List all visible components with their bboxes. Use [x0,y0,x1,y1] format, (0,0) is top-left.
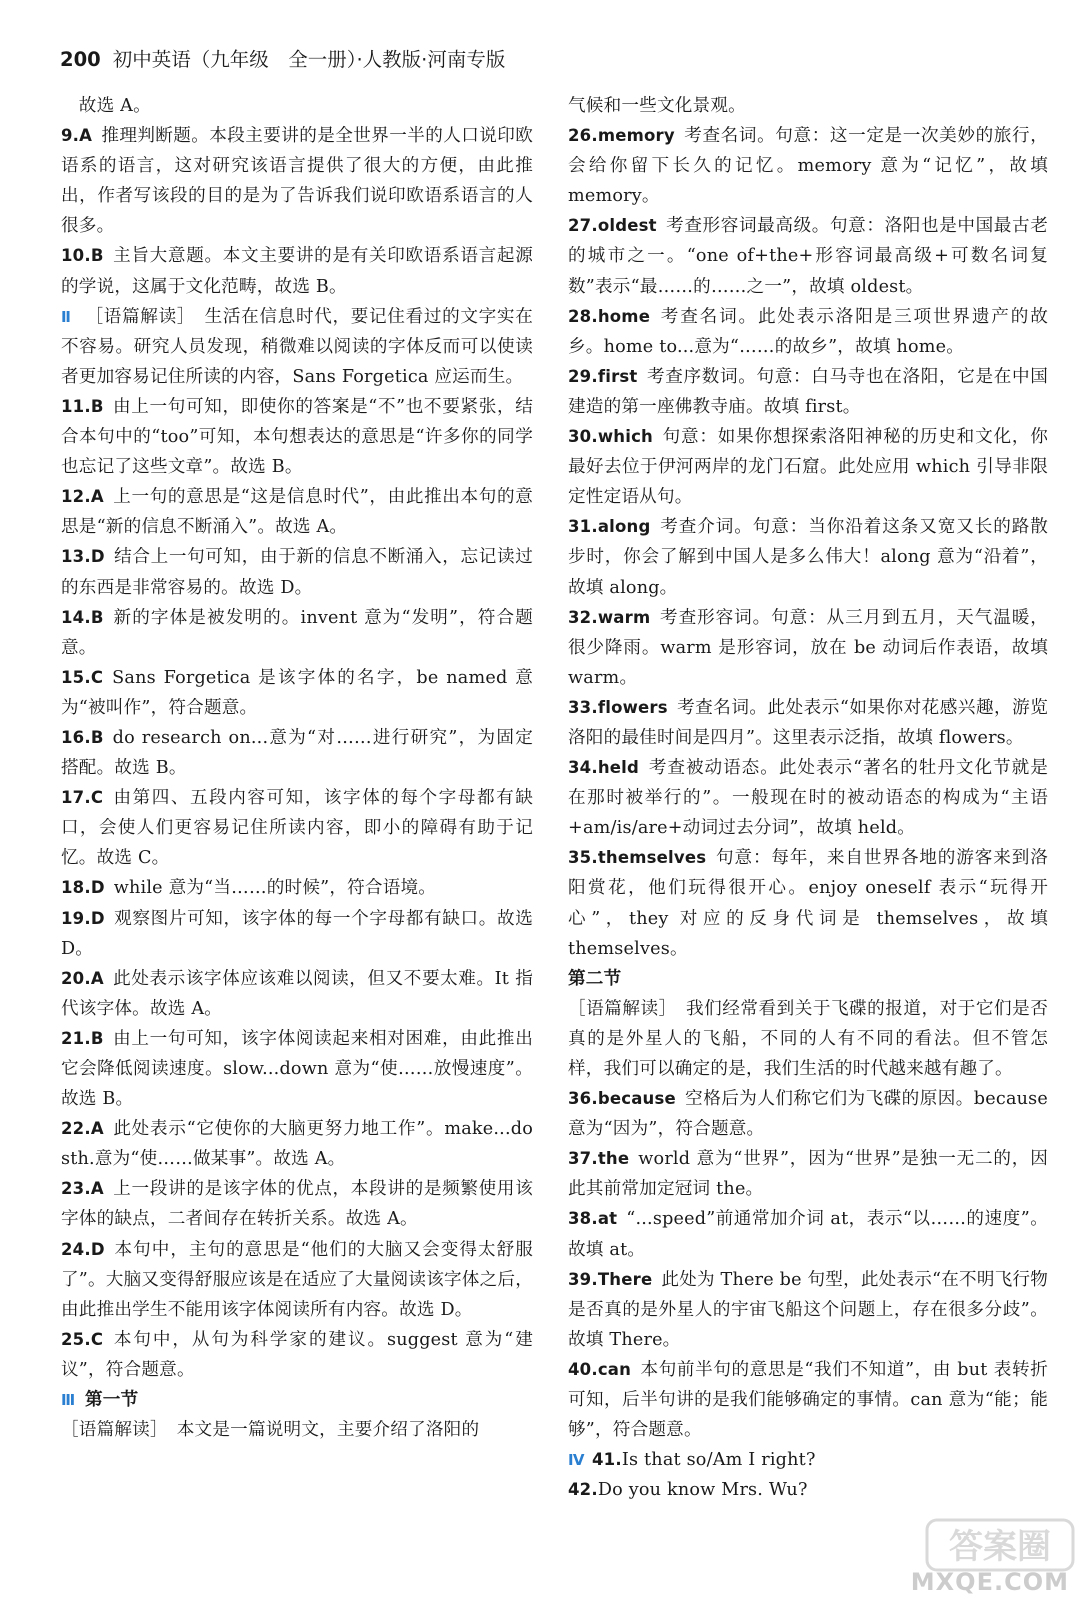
answer-item: 31.along 考查介词。句意：当你沿着这条又宽又长的路散步时，你会了解到中国人是多么伟大！along 意为“沿着”，故填 along。 [568,517,1048,598]
watermark [910,1518,1075,1596]
page-number: 200 [60,48,101,71]
section-reading-intro: ［语篇解读］ 本文是一篇说明文，主要介绍了洛阳的 [61,1420,480,1441]
answer-item: 15.C Sans Forgetica 是该字体的名字，be named 意为“被叫作”，符合题意。 [61,667,533,718]
answer-item: 26.memory 考查名词。句意：这一定是一次美妙的旅行，会给你留下长久的记忆。memory 意为“记忆”，故填 memory。 [568,126,1048,207]
text-continued: 故选 A。 [78,96,151,116]
answer-item: 38.at “...speed”前通常加介词 at，表示“以……的速度”。故填 at。 [568,1209,1048,1260]
answer-item: 16.B do research on...意为“对……进行研究”，为固定搭配。故选 B。 [61,727,533,779]
page-header [60,44,1020,76]
watermark-logo-icon [925,1518,1075,1572]
book-title: 初中英语（九年级 全一册）·人教版·河南专版 [112,48,506,71]
section-heading: Ⅲ 第一节 [61,1385,533,1415]
answer-item: 24.D 本句中，主句的意思是“他们的大脑又会变得太舒服了”。大脑又变得舒服应该是在适应了大量阅读该字体之后，由此推出学生不能用该字体阅读所有内容。故选 D。 [61,1239,533,1320]
answer-item: 40.can 本句前半句的意思是“我们不知道”，由 but 表转折可知，后半句讲的是我们能够确定的事情。can 意为“能；能够”，符合题意。 [568,1359,1048,1441]
answer-item: 34.held 考查被动语态。此处表示“著名的牡丹文化节就是在那时被举行的”。一般现在时的被动语态的构成为“主语+am/is/are+动词过去分词”，故填 held。 [568,758,1048,839]
answer-item: 33.flowers 考查名词。此处表示“如果你对花感兴趣，游览洛阳的最佳时间是四月”。这里表示泛指，故填 flowers。 [568,697,1048,748]
answer-item: 19.D 观察图片可知，该字体的每一个字母都有缺口。故选 D。 [61,908,533,959]
answer-item: 12.A 上一句的意思是“这是信息时代”，由此推出本句的意思是“新的信息不断涌入”。故选 A。 [61,487,533,538]
answer-item: 18.D while 意为“当……的时候”，符合语境。 [61,878,437,899]
answer-item: 25.C 本句中，从句为科学家的建议。suggest 意为“建议”，符合题意。 [61,1329,533,1380]
answer-item: 37.the world 意为“世界”，因为“世界”是独一无二的，因此其前常加定冠词 the。 [568,1149,1048,1200]
answer-item: 10.B 主旨大意题。本文主要讲的是有关印欧语系语言起源的学说，这属于文化范畴，故选 B。 [61,246,533,297]
section-number-marker: Ⅳ [568,1451,585,1470]
answer-item: 36.because 空格后为人们称它们为飞碟的原因。because 意为“因为”，符合题意。 [568,1089,1048,1140]
answer-item: 17.C 由第四、五段内容可知，该字体的每个字母都有缺口，会使人们更容易记住所读内容，即小的障碍有助于记忆。故选 C。 [61,788,533,869]
answer-item: 39.There 此处为 There be 句型，此处表示“在不明飞行物是否真的是外星人的宇宙飞船这个问题上，存在很多分歧”。故填 There。 [568,1269,1049,1350]
answer-item: 30.which 句意：如果你想探索洛阳神秘的历史和文化，你最好去位于伊河两岸的龙门石窟。此处应用 which 引导非限定性定语从句。 [568,427,1048,508]
section-number-marker: Ⅲ [61,1391,76,1410]
answer-item: 20.A 此处表示该字体应该难以阅读，但又不要太难。It 指代该字体。故选 A。 [61,968,533,1019]
svg-text:答案圈: 答案圈 [949,1527,1051,1567]
answer-item: 35.themselves 句意：每年，来自世界各地的游客来到洛阳赏花，他们玩得很开心。enjoy oneself 表示“玩得开心”，they 对应的反身代词是 themselves，故填 themselves。 [568,848,1048,959]
answer-item: 14.B 新的字体是被发明的。invent 意为“发明”，符合题意。 [61,607,533,658]
section-reading-intro: ［语篇解读］ 我们经常看到关于飞碟的报道，对于它们是否真的是外星人的飞船，不同的人有不同的看法。但不管怎样，我们可以确定的是，我们生活的时代越来越有趣了。 [568,998,1048,1079]
section-number-marker: Ⅱ [61,307,72,326]
answer-item: 32.warm 考查形容词。句意：从三月到五月，天气温暖，很少降雨。warm 是形容词，放在 be 动词后作表语，故填 warm。 [568,607,1048,688]
section-reading-intro: Ⅱ ［语篇解读］ 生活在信息时代，要记住看过的文字实在不容易。研究人员发现，稍微难以阅读的字体反而可以使读者更加容易记住所读的内容，Sans Forgetica 应运而生。 [61,302,533,392]
answer-item: 21.B 由上一句可知，该字体阅读起来相对困难，由此推出它会降低阅读速度。slow...down 意为“使……放慢速度”。故选 B。 [61,1028,533,1110]
answer-item: 11.B 由上一句可知，即使你的答案是“不”也不要紧张，结合本句中的“too”可知，本句想表达的意思是“许多你的同学也忘记了这些文章”。故选 B。 [61,396,533,478]
answer-item: 13.D 结合上一句可知，由于新的信息不断涌入，忘记读过的东西是非常容易的。故选 D。 [61,547,533,598]
watermark-url: MXQE.COM [910,1568,1069,1596]
answer-item: 27.oldest 考查形容词最高级。句意：洛阳也是中国最古老的城市之一。“one of+the+形容词最高级+可数名词复数”表示“最……的……之一”，故填 oldest。 [568,216,1048,297]
answer-item: 42.Do you know Mrs. Wu? [568,1480,808,1501]
answer-item: Ⅳ 41.Is that so/Am I right? [568,1445,1048,1475]
left-column [61,91,533,1445]
answer-item: 9.A 推理判断题。本段主要讲的是全世界一半的人口说印欧语系的语言，这对研究该语言提供了很大的方便，由此推出，作者写该段的目的是为了告诉我们说印欧语系语言的人很多。 [61,126,533,237]
text-continued: 气候和一些文化景观。 [568,96,746,116]
right-column [568,91,1048,1505]
answer-item: 22.A 此处表示“它使你的大脑更努力地工作”。make...do sth.意为“使……做某事”。故选 A。 [61,1119,533,1170]
answer-item: 23.A 上一段讲的是该字体的优点，本段讲的是频繁使用该字体的缺点，二者间存在转折关系。故选 A。 [61,1179,533,1230]
answer-item: 28.home 考查名词。此处表示洛阳是三项世界遗产的故乡。home to...意为“……的故乡”，故填 home。 [568,306,1048,357]
answer-item: 29.first 考查序数词。句意：白马寺也在洛阳，它是在中国建造的第一座佛教寺庙。故填 first。 [568,366,1048,417]
section-heading: 第二节 [568,968,622,989]
